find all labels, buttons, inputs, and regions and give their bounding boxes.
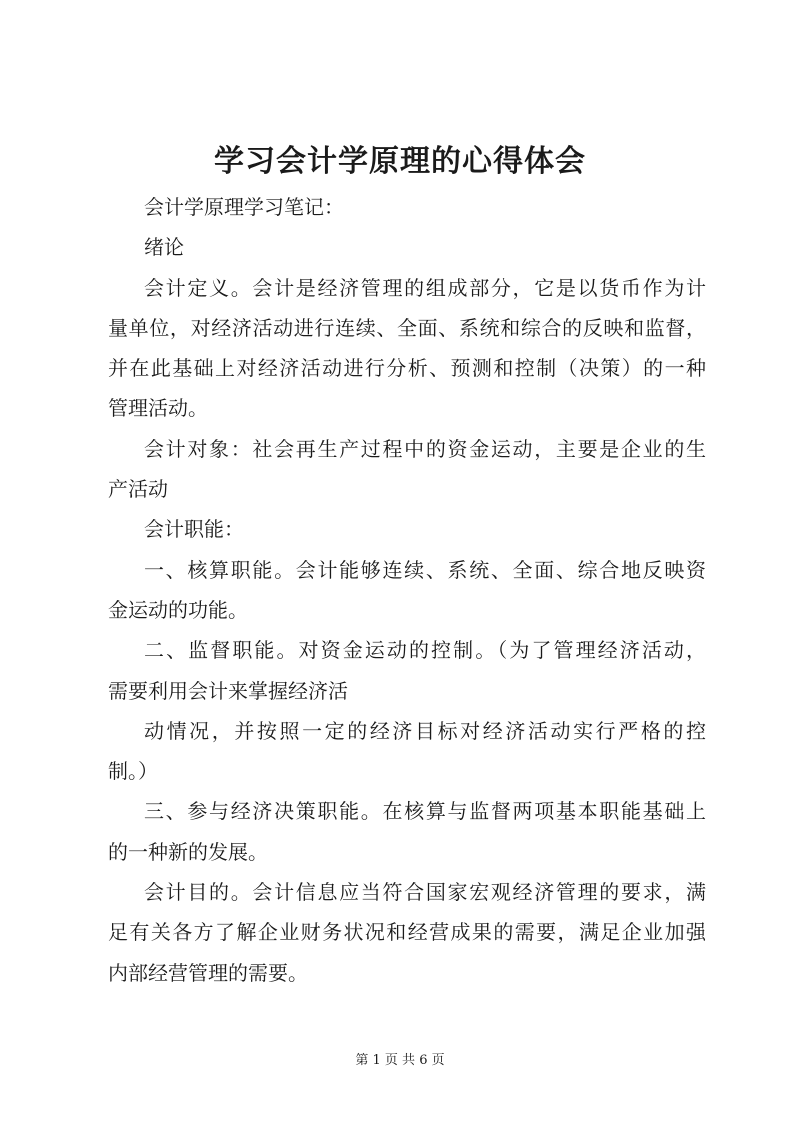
text-line: 管理活动。 [108, 396, 208, 421]
text-line: 量单位，对经济活动进行连续、全面、系统和综合的反映和监督， [108, 315, 706, 340]
text-line: 绪论 [144, 235, 184, 260]
text-line: 的一种新的发展。 [108, 839, 268, 864]
text-line: 产活动 [108, 477, 168, 502]
text-line: 动情况，并按照一定的经济目标对经济活动实行严格的控 [144, 718, 706, 743]
text-line: 二、监督职能。对资金运动的控制。（为了管理经济活动， [144, 638, 706, 663]
text-line: 一、核算职能。会计能够连续、系统、全面、综合地反映资 [144, 557, 706, 582]
page-number-footer: 第 1 页 共 6 页 [355, 1053, 445, 1068]
text-line: 金运动的功能。 [108, 597, 248, 622]
text-line: 会计目的。会计信息应当符合国家宏观经济管理的要求，满 [144, 880, 706, 905]
document-body [108, 187, 706, 993]
text-line: 三、参与经济决策职能。在核算与监督两项基本职能基础上 [144, 799, 706, 824]
text-line: 会计定义。会计是经济管理的组成部分，它是以货币作为计 [144, 275, 706, 300]
text-line: 会计学原理学习笔记： [144, 195, 344, 219]
text-line: 足有关各方了解企业财务状况和经营成果的需要，满足企业加强 [108, 920, 706, 945]
document-title: 学习会计学原理的心得体会 [214, 144, 586, 179]
text-line: 会计对象：社会再生产过程中的资金运动，主要是企业的生 [144, 436, 706, 461]
text-line: 内部经营管理的需要。 [108, 960, 308, 985]
text-line: 需要利用会计来掌握经济活 [108, 678, 348, 703]
text-line: 并在此基础上对经济活动进行分析、预测和控制（决策）的一种 [108, 356, 706, 381]
text-line: 会计职能： [144, 517, 244, 542]
text-line: 制。） [108, 759, 158, 784]
